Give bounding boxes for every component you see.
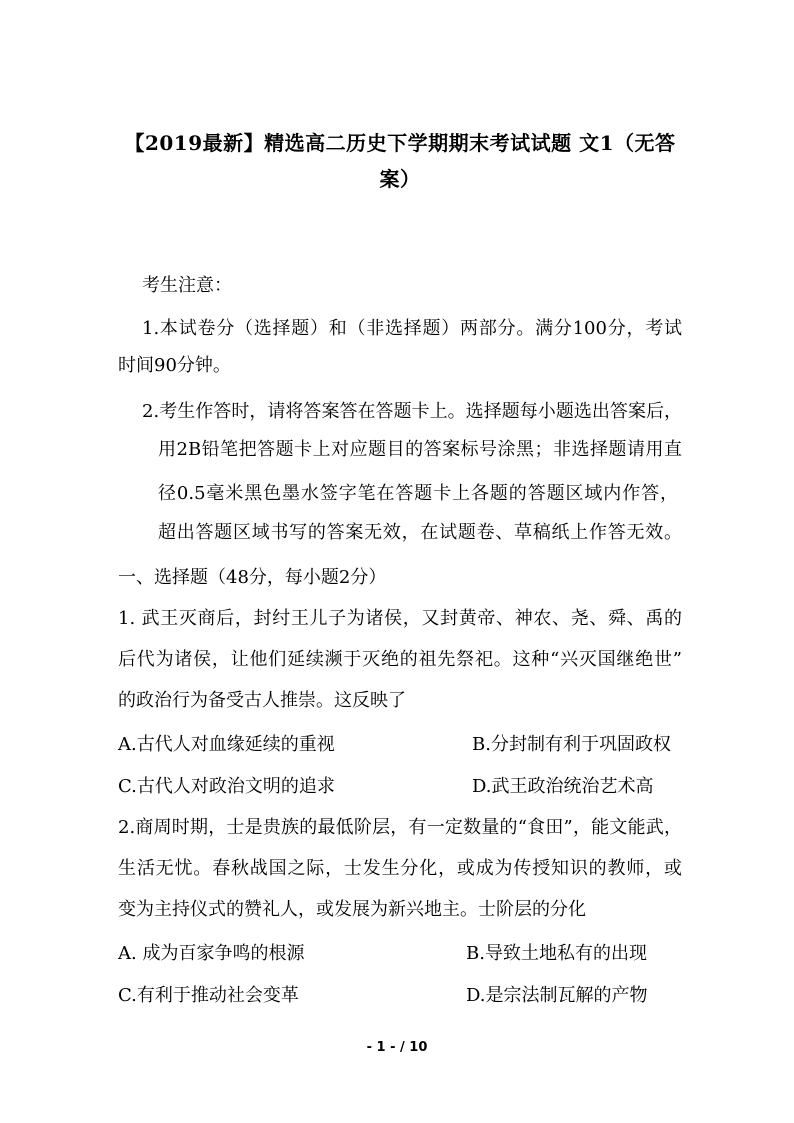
page-number: - 1 - / 10 (366, 1040, 428, 1055)
question-2-option-c: C.有利于推动社会变革 (118, 985, 299, 1006)
question-2-line-3: 变为主持仪式的赞礼人，或发展为新兴地主。士阶层的分化 (118, 899, 586, 920)
section-1-heading: 一、选择题（48分，每小题2分） (118, 567, 387, 588)
question-2-option-d: D.是宗法制瓦解的产物 (466, 985, 648, 1006)
question-1-option-b: B.分封制有利于巩固政权 (472, 734, 671, 755)
question-1-option-a: A.古代人对血缘延续的重视 (118, 734, 335, 755)
title-line-2: 案） (379, 167, 421, 191)
notice-item-2-line-2: 用2B铅笔把答题卡上对应题目的答案标号涂黑；非选择题请用直 (158, 439, 682, 460)
question-1-line-2: 后代为诸侯，让他们延续濒于灭绝的祖先祭祀。这种“兴灭国继绝世” (118, 649, 682, 670)
notice-item-1-line-2: 时间90分钟。 (118, 355, 231, 376)
question-1-line-3: 的政治行为备受古人推崇。这反映了 (118, 690, 406, 711)
notice-item-2-line-3: 径0.5毫米黑色墨水签字笔在答题卡上各题的答题区域内作答， (158, 483, 678, 504)
notice-item-1-line-1: 1.本试卷分（选择题）和（非选择题）两部分。满分100分，考试 (142, 318, 682, 339)
notice-item-2-line-1: 2.考生作答时，请将答案答在答题卡上。选择题每小题选出答案后， (142, 401, 682, 422)
notice-item-2-line-4: 超出答题区域书写的答案无效，在试题卷、草稿纸上作答无效。 (158, 522, 682, 543)
question-2-option-a: A. 成为百家争鸣的根源 (118, 943, 305, 964)
question-2-option-b: B.导致土地私有的出现 (466, 943, 647, 964)
question-1-option-d: D.武王政治统治艺术高 (472, 776, 654, 797)
notice-heading: 考生注意： (142, 275, 232, 296)
document-title (110, 125, 690, 197)
question-1-option-c: C.古代人对政治文明的追求 (118, 776, 335, 797)
question-2-line-2: 生活无忧。春秋战国之际，士发生分化，或成为传授知识的教师，或 (118, 858, 682, 879)
question-1-line-1: 1. 武王灭商后，封纣王儿子为诸侯，又封黄帝、神农、尧、舜、禹的 (118, 608, 682, 629)
question-2-line-1: 2.商周时期，士是贵族的最低阶层，有一定数量的“食田”，能文能武， (118, 817, 682, 838)
title-line-1: 【2019最新】精选高二历史下学期期末考试试题 文1（无答 (124, 131, 676, 155)
